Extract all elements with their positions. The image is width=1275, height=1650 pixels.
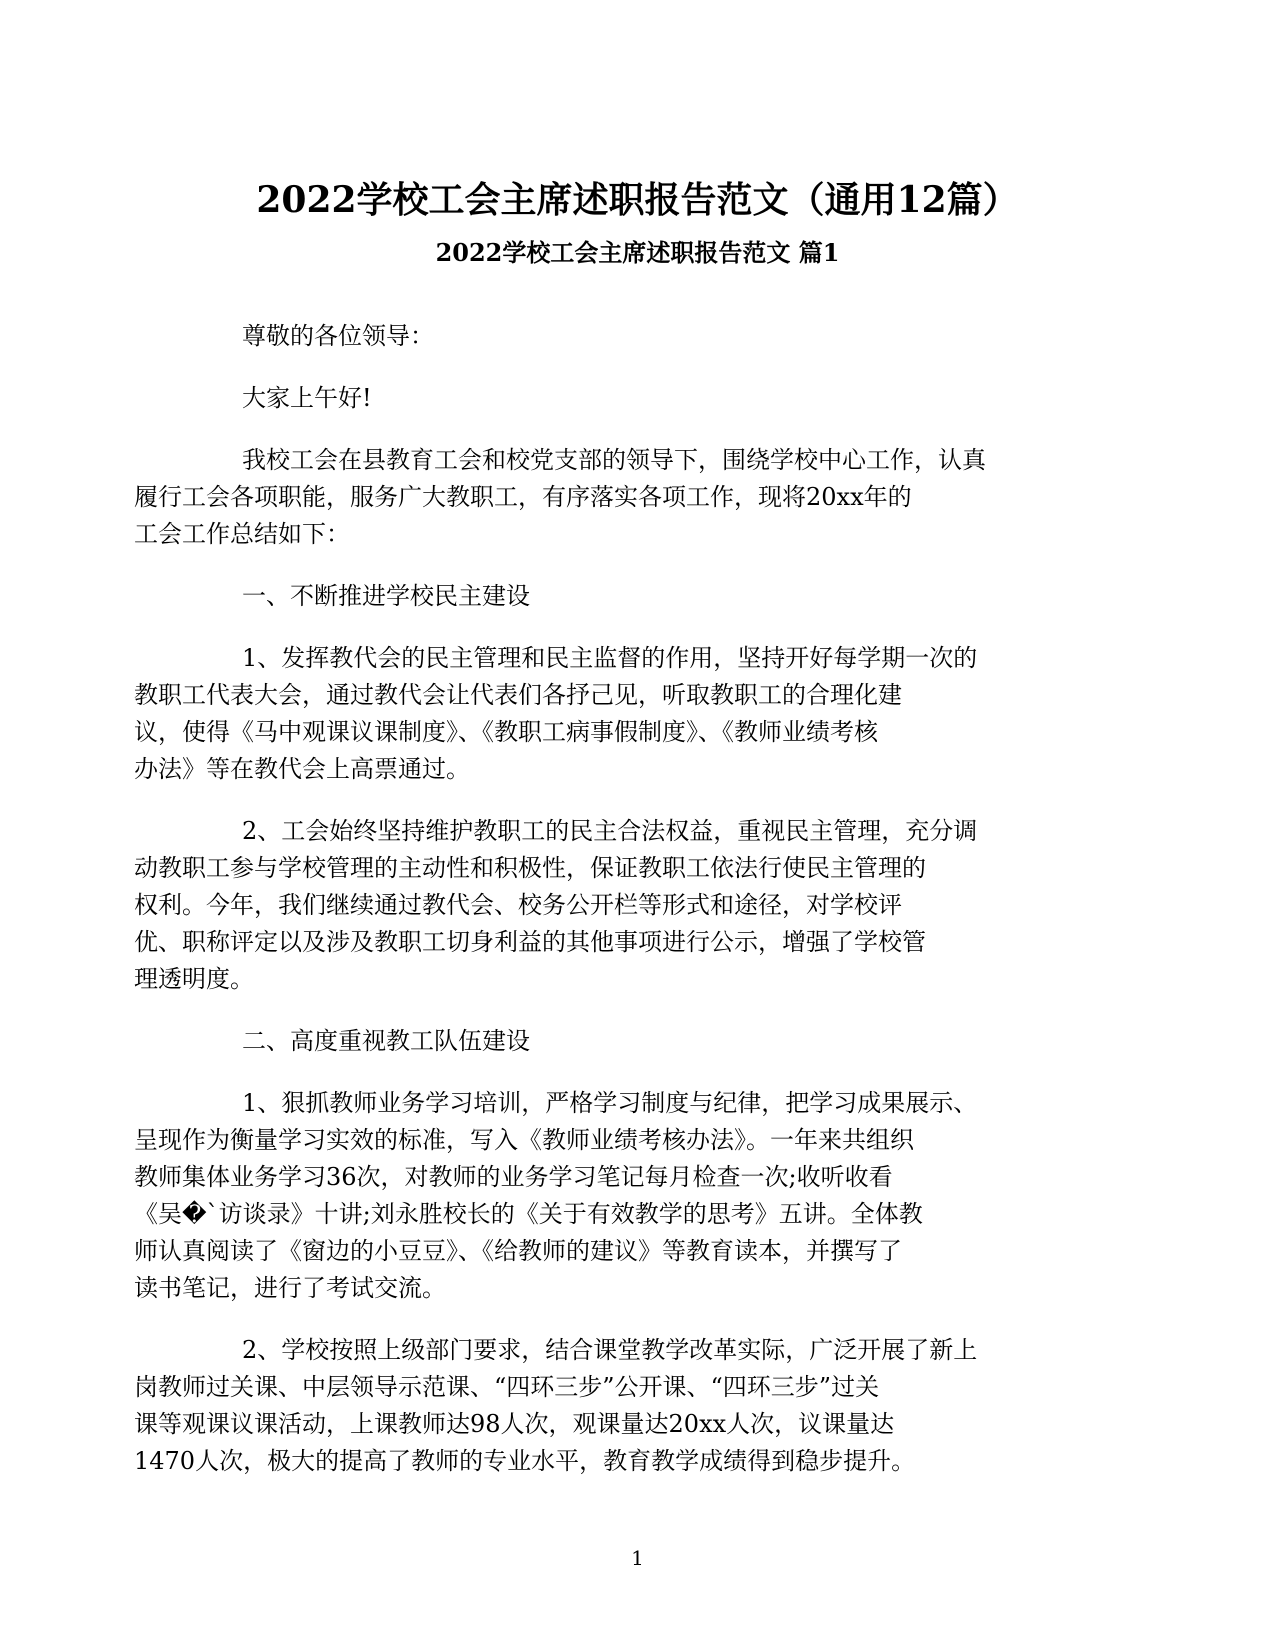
paragraph-line: 呈现作为衡量学习实效的标准，写入《教师业绩考核办法》。一年来共组织	[134, 1126, 914, 1154]
paragraph-line: 《吴�`访谈录》十讲;刘永胜校长的《关于有效教学的思考》五讲。全体教	[134, 1200, 923, 1228]
page-number: 1	[631, 1546, 644, 1570]
paragraph-line: 工会工作总结如下：	[134, 520, 350, 548]
paragraph	[134, 1332, 1083, 1480]
paragraph-line: 办法》等在教代会上高票通过。	[134, 755, 470, 783]
paragraph-line: 2、工会始终坚持维护教职工的民主合法权益，重视民主管理，充分调	[242, 817, 978, 845]
paragraph	[134, 442, 1083, 553]
paragraph-line: 履行工会各项职能，服务广大教职工，有序落实各项工作，现将20xx年的	[134, 483, 912, 511]
paragraph-line: 1、狠抓教师业务学习培训，严格学习制度与纪律，把学习成果展示、	[242, 1089, 978, 1117]
paragraph-line: 教师集体业务学习36次，对教师的业务学习笔记每月检查一次;收听收看	[134, 1163, 893, 1191]
document-body	[134, 318, 1083, 1505]
paragraph-line: 师认真阅读了《窗边的小豆豆》、《给教师的建议》等教育读本，并撰写了	[134, 1237, 902, 1265]
document-subtitle: 2022学校工会主席述职报告范文 篇1	[435, 238, 840, 267]
paragraph-line: 大家上午好!	[242, 384, 372, 412]
paragraph-line: 1470人次，极大的提高了教师的专业水平，教育教学成绩得到稳步提升。	[134, 1447, 916, 1475]
paragraph-line: 课等观课议课活动，上课教师达98人次，观课量达20xx人次，议课量达	[134, 1410, 895, 1438]
paragraph-line: 议，使得《马中观课议课制度》、《教职工病事假制度》、《教师业绩考核	[134, 718, 878, 746]
paragraph	[188, 380, 1083, 417]
paragraph	[188, 318, 1083, 355]
paragraph-line: 优、职称评定以及涉及教职工切身利益的其他事项进行公示，增强了学校管	[134, 928, 926, 956]
paragraph-line: 岗教师过关课、中层领导示范课、“四环三步”公开课、“四环三步”过关	[134, 1373, 880, 1401]
paragraph-line: 理透明度。	[134, 965, 254, 993]
paragraph-line: 读书笔记，进行了考试交流。	[134, 1274, 446, 1302]
paragraph	[134, 813, 1083, 998]
paragraph-line: 一、不断推进学校民主建设	[242, 582, 530, 610]
paragraph-line: 2、学校按照上级部门要求，结合课堂教学改革实际，广泛开展了新上	[242, 1336, 978, 1364]
paragraph-line: 1、发挥教代会的民主管理和民主监督的作用，坚持开好每学期一次的	[242, 644, 978, 672]
paragraph-line: 动教职工参与学校管理的主动性和积极性，保证教职工依法行使民主管理的	[134, 854, 926, 882]
paragraph	[134, 640, 1083, 788]
paragraph	[188, 578, 1083, 615]
paragraph-line: 尊敬的各位领导：	[242, 322, 434, 350]
paragraph-line: 教职工代表大会，通过教代会让代表们各抒己见，听取教职工的合理化建	[134, 681, 902, 709]
paragraph	[188, 1023, 1083, 1060]
document-title: 2022学校工会主席述职报告范文（通用12篇）	[256, 179, 1019, 221]
paragraph	[134, 1085, 1083, 1307]
paragraph-line: 二、高度重视教工队伍建设	[242, 1027, 530, 1055]
paragraph-line: 权利。今年，我们继续通过教代会、校务公开栏等形式和途径，对学校评	[134, 891, 902, 919]
paragraph-line: 我校工会在县教育工会和校党支部的领导下，围绕学校中心工作，认真	[242, 446, 986, 474]
